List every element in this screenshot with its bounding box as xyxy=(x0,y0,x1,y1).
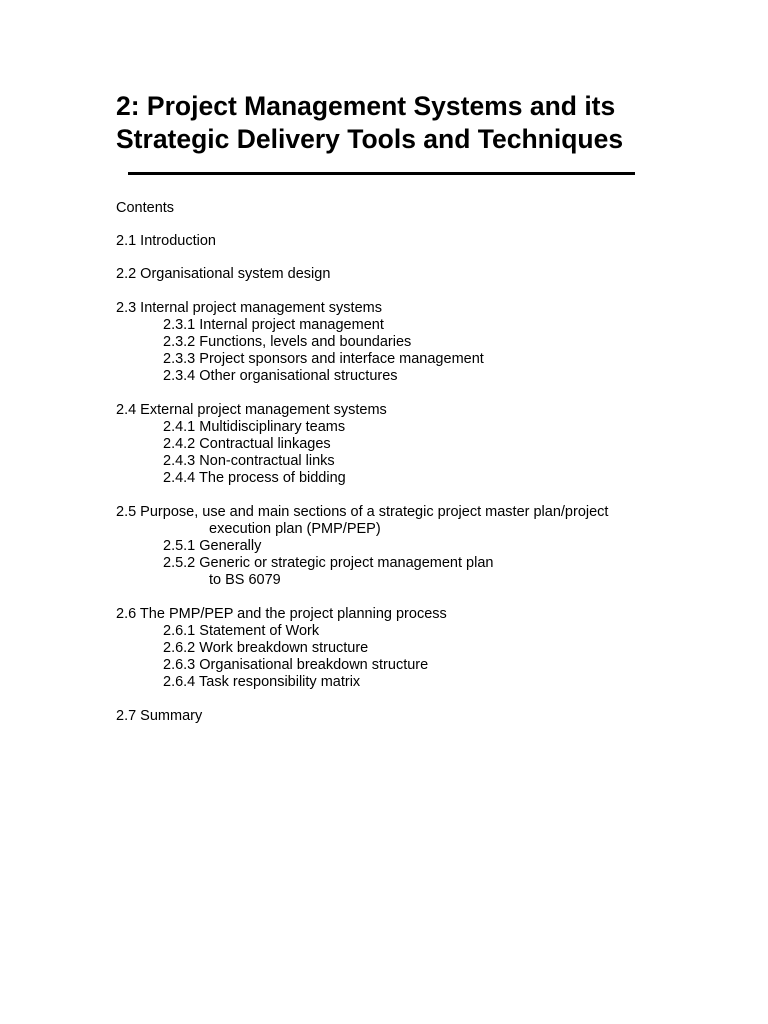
subsection-item: 2.6.4 Task responsibility matrix xyxy=(163,674,361,691)
subsection-item: 2.3.4 Other organisational structures xyxy=(163,368,398,385)
subsection-item: 2.4.4 The process of bidding xyxy=(163,470,346,487)
subsection-item: 2.6.1 Statement of Work xyxy=(163,622,320,639)
section-heading: 2.6 The PMP/PEP and the project planning process xyxy=(116,605,447,622)
section-2-7 xyxy=(116,708,716,725)
section-heading: 2.1 Introduction xyxy=(116,233,216,250)
subsection-item: 2.3.1 Internal project management xyxy=(163,316,384,333)
section-heading: 2.5 Purpose, use and main sections of a strategic project master plan/project xyxy=(116,503,609,520)
subsection-item: 2.5.2 Generic or strategic project management plan xyxy=(163,555,494,572)
section-2-4 xyxy=(116,402,716,488)
subsection-item: 2.6.2 Work breakdown structure xyxy=(163,640,369,657)
subsection-item: 2.4.3 Non-contractual links xyxy=(163,453,335,470)
section-2-5 xyxy=(116,504,716,590)
section-heading: 2.4 External project management systems xyxy=(116,401,387,418)
subsection-item: 2.3.3 Project sponsors and interface management xyxy=(163,351,484,368)
section-2-2 xyxy=(116,266,716,283)
subsection-item: 2.5.1 Generally xyxy=(163,538,262,555)
subsection-item: 2.4.2 Contractual linkages xyxy=(163,436,331,453)
subsection-item: 2.3.2 Functions, levels and boundaries xyxy=(163,334,412,351)
subsection-item-continuation: to BS 6079 xyxy=(209,572,281,589)
chapter-title-line-1: 2: Project Management Systems and its xyxy=(116,91,616,121)
section-heading: 2.2 Organisational system design xyxy=(116,266,331,283)
chapter-title xyxy=(116,90,716,156)
section-heading-continuation: execution plan (PMP/PEP) xyxy=(209,520,381,537)
contents-heading: Contents xyxy=(116,200,175,216)
subsection-item: 2.6.3 Organisational breakdown structure xyxy=(163,657,429,674)
section-2-3 xyxy=(116,300,716,386)
section-2-6 xyxy=(116,606,716,692)
section-heading: 2.3 Internal project management systems xyxy=(116,299,382,316)
subsection-item: 2.4.1 Multidisciplinary teams xyxy=(163,418,346,435)
section-heading: 2.7 Summary xyxy=(116,707,203,724)
chapter-title-line-2: Strategic Delivery Tools and Techniques xyxy=(116,124,624,154)
table-of-contents xyxy=(116,200,716,725)
section-2-1 xyxy=(116,233,716,250)
title-divider xyxy=(128,172,635,175)
